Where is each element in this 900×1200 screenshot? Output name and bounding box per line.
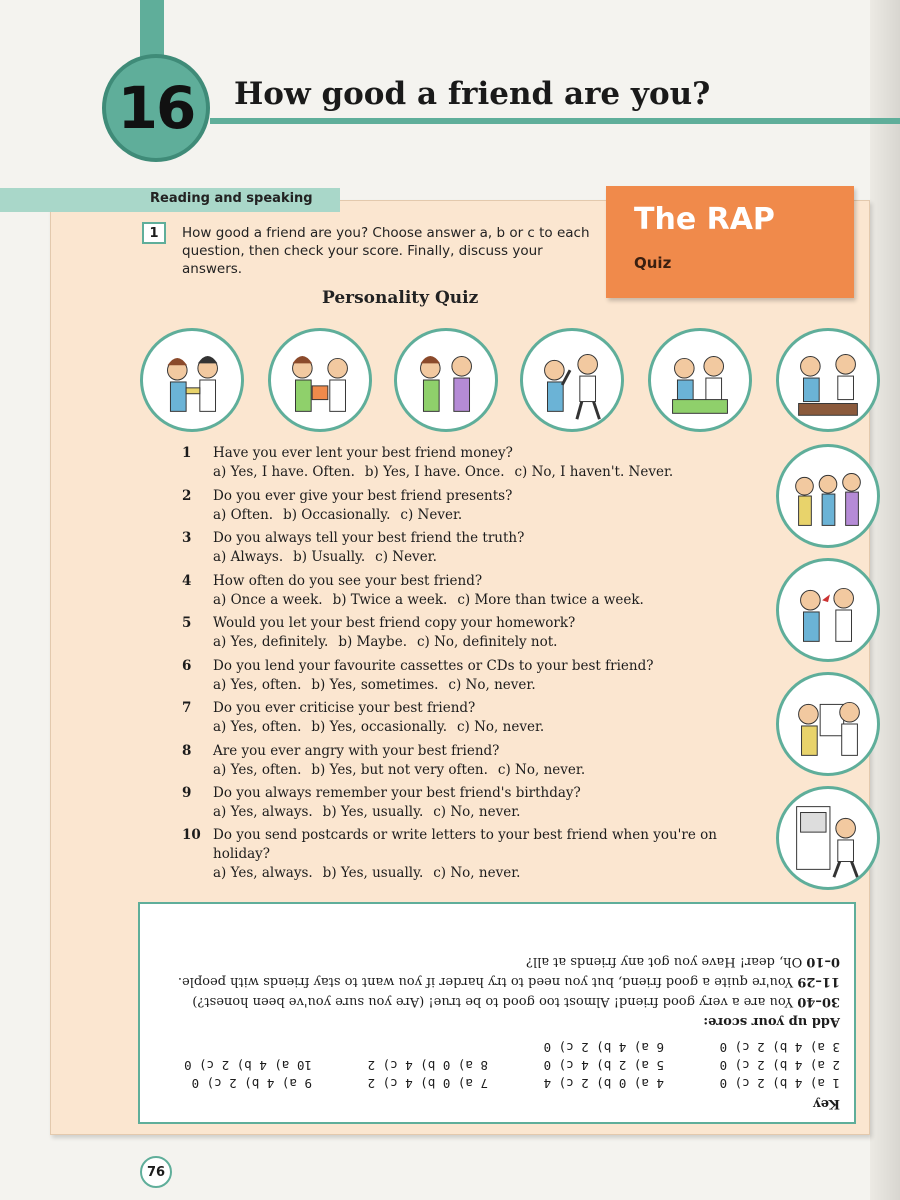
question-number: 4 bbox=[182, 573, 192, 589]
key-cell: 5 a) 2 b) 4 c) 0 bbox=[543, 1058, 664, 1073]
question-number: 2 bbox=[182, 488, 192, 504]
answer-options bbox=[213, 548, 772, 567]
question-number: 8 bbox=[182, 743, 192, 759]
illustration-homework bbox=[648, 328, 752, 432]
unit-title: How good a friend are you? bbox=[234, 76, 711, 112]
key-cell: 10 a) 4 b) 2 c) 0 bbox=[184, 1058, 312, 1073]
answer-options bbox=[213, 591, 772, 610]
key-cell: 2 a) 4 b) 2 c) 0 bbox=[719, 1058, 840, 1073]
answer-a: a) Yes, always. bbox=[213, 865, 313, 881]
key-cell bbox=[142, 1038, 312, 1056]
answer-key-box bbox=[138, 902, 856, 1124]
answer-a: a) Yes, often. bbox=[213, 719, 302, 735]
illustration-cassettes bbox=[776, 328, 880, 432]
question-text: Do you ever give your best friend presents? bbox=[213, 488, 513, 504]
score-band bbox=[154, 972, 840, 990]
answer-b: b) Occasionally. bbox=[283, 507, 391, 523]
quiz-question bbox=[182, 742, 772, 780]
answer-c: c) No, never. bbox=[433, 865, 521, 881]
answer-b: b) Twice a week. bbox=[332, 592, 448, 608]
question-text: Have you ever lent your best friend money? bbox=[213, 445, 513, 461]
question-text: Do you always tell your best friend the truth? bbox=[213, 530, 525, 546]
illustration-lending-money bbox=[140, 328, 244, 432]
key-title: Key bbox=[813, 1096, 840, 1111]
unit-number: 16 bbox=[117, 74, 195, 142]
question-text: Do you ever criticise your best friend? bbox=[213, 700, 476, 716]
answer-b: b) Yes, usually. bbox=[322, 804, 424, 820]
answer-options bbox=[213, 463, 772, 482]
answer-c: c) No, never. bbox=[497, 762, 586, 778]
quiz-question bbox=[182, 487, 772, 525]
rap-quiz-box bbox=[606, 186, 854, 298]
quiz-question bbox=[182, 614, 772, 652]
answer-a: a) Often. bbox=[213, 507, 274, 523]
answer-options bbox=[213, 864, 742, 883]
score-band bbox=[154, 952, 840, 970]
answer-b: b) Yes, I have. Once. bbox=[364, 464, 505, 480]
answer-c: c) Never. bbox=[375, 549, 437, 565]
answer-b: b) Yes, but not very often. bbox=[311, 762, 488, 778]
score-heading: Add up your score: bbox=[703, 1014, 840, 1029]
title-rule bbox=[210, 118, 900, 124]
illustration-waving-friends bbox=[520, 328, 624, 432]
question-text: Do you send postcards or write letters to your best friend when you're on holiday? bbox=[213, 827, 717, 862]
question-number: 5 bbox=[182, 615, 192, 631]
question-number: 6 bbox=[182, 658, 192, 674]
answer-c: c) Never. bbox=[400, 507, 463, 523]
rap-title: The RAP bbox=[634, 202, 775, 237]
illustration-criticise bbox=[776, 444, 880, 548]
question-text: Do you lend your favourite cassettes or CDs to your best friend? bbox=[213, 658, 654, 674]
answer-c: c) No, never. bbox=[448, 677, 536, 693]
quiz-question bbox=[182, 444, 772, 482]
exercise-instructions: How good a friend are you? Choose answer a, b or c to each question, then check your score. Finally, discuss your answers. bbox=[182, 225, 590, 277]
key-cell bbox=[318, 1038, 488, 1056]
answer-b: b) Usually. bbox=[293, 549, 366, 565]
score-text: You are a very good friend! Almost too good to be true! (Are you sure you've been honest?) bbox=[192, 994, 794, 1009]
illustration-giving-present bbox=[268, 328, 372, 432]
score-band bbox=[154, 992, 840, 1010]
answer-b: b) Maybe. bbox=[338, 634, 407, 650]
answer-c: c) No, definitely not. bbox=[416, 634, 558, 650]
answer-options bbox=[213, 761, 772, 780]
score-text: Oh, dear! Have you got any friends at all? bbox=[526, 954, 803, 969]
question-text: How often do you see your best friend? bbox=[213, 573, 483, 589]
answer-a: a) Yes, often. bbox=[213, 677, 302, 693]
score-range: 0–10 bbox=[806, 954, 840, 969]
quiz-question bbox=[182, 784, 772, 822]
quiz-question bbox=[182, 657, 772, 695]
key-cell: 6 a) 4 b) 2 c) 0 bbox=[543, 1040, 664, 1055]
quiz-title: Personality Quiz bbox=[322, 288, 479, 308]
question-text: Are you ever angry with your best friend? bbox=[213, 743, 500, 759]
question-number: 7 bbox=[182, 700, 192, 716]
score-range: 30–40 bbox=[797, 994, 840, 1009]
answer-c: c) No, never. bbox=[457, 719, 545, 735]
answer-b: b) Yes, sometimes. bbox=[311, 677, 439, 693]
answer-a: a) Yes, always. bbox=[213, 804, 313, 820]
unit-badge bbox=[102, 54, 210, 162]
question-number: 1 bbox=[182, 445, 192, 461]
answer-options bbox=[213, 718, 772, 737]
answer-a: a) Once a week. bbox=[213, 592, 323, 608]
illustration-telling-truth bbox=[394, 328, 498, 432]
question-text: Would you let your best friend copy your homework? bbox=[213, 615, 576, 631]
answer-options bbox=[213, 803, 772, 822]
exercise-number: 1 bbox=[142, 222, 166, 244]
answer-options bbox=[213, 506, 772, 525]
quiz-question bbox=[182, 699, 772, 737]
key-cell: 4 a) 0 b) 2 c) 4 bbox=[543, 1076, 664, 1091]
question-number: 10 bbox=[182, 827, 201, 843]
question-number: 9 bbox=[182, 785, 192, 801]
illustration-angry bbox=[776, 558, 880, 662]
answer-key-upside-down bbox=[140, 904, 854, 1122]
key-grid bbox=[154, 1038, 840, 1092]
question-number: 3 bbox=[182, 530, 192, 546]
answer-a: a) Always. bbox=[213, 549, 284, 565]
answer-a: a) Yes, I have. Often. bbox=[213, 464, 355, 480]
key-cell: 3 a) 4 b) 2 c) 0 bbox=[719, 1040, 840, 1055]
answer-options bbox=[213, 676, 772, 695]
quiz-question bbox=[182, 826, 742, 883]
key-cell: 1 a) 4 b) 2 c) 0 bbox=[719, 1076, 840, 1091]
answer-b: b) Yes, occasionally. bbox=[311, 719, 447, 735]
quiz-question bbox=[182, 529, 772, 567]
key-cell: 8 a) 0 b) 4 c) 2 bbox=[367, 1058, 488, 1073]
answer-c: c) No, never. bbox=[433, 804, 521, 820]
question-text: Do you always remember your best friend's birthday? bbox=[213, 785, 581, 801]
illustration-birthday-card bbox=[776, 672, 880, 776]
answer-b: b) Yes, usually. bbox=[322, 865, 424, 881]
answer-options bbox=[213, 633, 772, 652]
score-range: 11–29 bbox=[797, 974, 840, 989]
section-label: Reading and speaking bbox=[150, 191, 313, 206]
answer-a: a) Yes, definitely. bbox=[213, 634, 329, 650]
rap-subtitle: Quiz bbox=[634, 254, 672, 272]
key-cell: 7 a) 0 b) 4 c) 2 bbox=[367, 1076, 488, 1091]
answer-c: c) No, I haven't. Never. bbox=[514, 464, 674, 480]
quiz-question bbox=[182, 572, 772, 610]
score-text: You're quite a good friend, but you need to try harder if you want to stay friends with people. bbox=[177, 974, 794, 989]
page-number: 76 bbox=[140, 1156, 172, 1188]
answer-a: a) Yes, often. bbox=[213, 762, 302, 778]
key-cell: 9 a) 4 b) 2 c) 0 bbox=[191, 1076, 312, 1091]
illustration-postcard-door bbox=[776, 786, 880, 890]
answer-c: c) More than twice a week. bbox=[457, 592, 644, 608]
